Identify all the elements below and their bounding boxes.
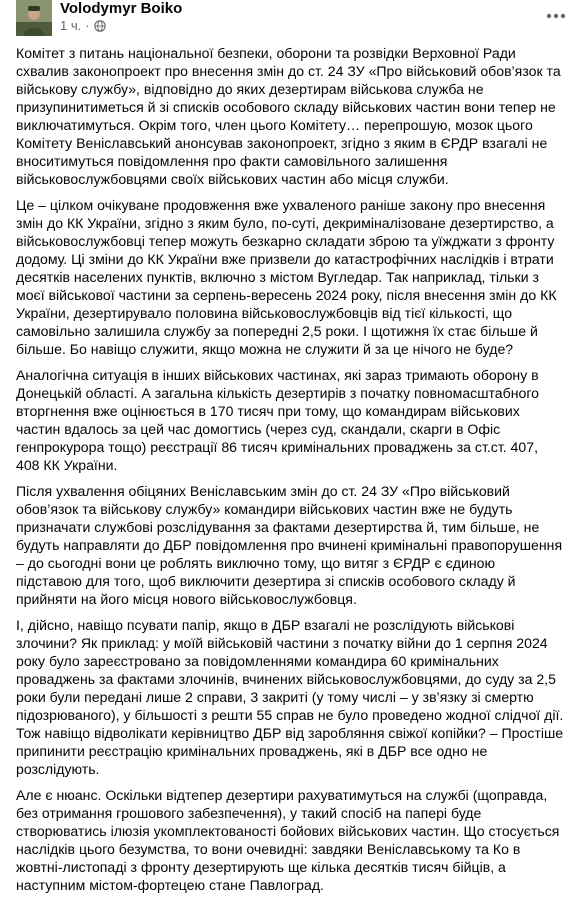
avatar-photo-icon	[16, 0, 52, 36]
post-paragraph-3: Аналогічна ситуація в інших військових частинах, які зараз тримають оборону в Донецькій області. А загальна кількість дезертирів з початку повномасштабного вторгнення вже оцінюється в 170 тисяч при тому, що командирам військових частин вдалось за цей час домогтись (через суд, скандали, скарги в Офіс генпрокурора тощо) реєстрації 86 тисяч кримінальних проваджень за ст.ст. 407, 408 КК України.	[16, 367, 540, 473]
post-meta	[60, 18, 106, 34]
post-paragraph-6: Але є нюанс. Оскільки відтепер дезертири рахуватимуться на службі (щоправда, без отримання грошового забезпечення), у такий спосіб на папері буде створюватись ілюзія укомплектованості бойових військових частин. Що стосується наслідків цього безумства, то вони очевидні: завдяки Веніславському та Ко в жовтні-листопаді з фронту дезертирують ще кілька десятків тисяч бійців, а наступним містом-фортецею стане Павлоград.	[16, 787, 560, 893]
meta-separator: ·	[85, 18, 90, 33]
post-paragraph-2: Це – цілком очікуване продовження вже ухваленого раніше закону про внесення змін до КК України, згідно з яким було, по-суті, декриміналізоване дезертирство, а військовослужбовці тепер можуть безкарно складати зброю та уїжджати з фронту додому. Ці зміни до КК України вже призвели до катастрофічних наслідків і втрати десятків населених пунктів, включно з містом Вугледар. Так наприклад, тільки з моєї військової частини за серпень-вересень 2024 року, після внесення змін до КК України, дезертирувало половина військовослужбовців від тієї кількості, що самовільно залишила службу за попередні 2,5 роки. І щотижня їх стає більше й більше. Бо навіщо служити, якщо можна не служити й за це нічого не буде?	[16, 197, 557, 357]
author-name[interactable]: Volodymyr Boiko	[60, 0, 183, 17]
post-paragraph-5: І, дійсно, навіщо псувати папір, якщо в ДБР взагалі не розслідують військові злочини? Як приклад: у моїй військовій частини з початку війни до 1 серпня 2024 року було зареєстровано за повідомленнями командира 60 кримінальних проваджень за фактами злочинів, вчинених військовослужбовцями, до суду за 2,5 роки були передані лише 2 справи, 3 закриті (у тому числі – у зв’язку зі смертю підозрюваного), у більшості з решти 55 справ не було проведено жодної слідчої дії. Тож навіщо відволікати керівництво ДБР від заробляння свіжої копійки? – Простіше припинити реєстрацію кримінальних проваджень, які в ДБР все одно не розслідують.	[16, 617, 564, 777]
globe-icon[interactable]	[94, 20, 106, 32]
more-options-icon[interactable]	[542, 4, 570, 28]
post-paragraph-1: Комітет з питань національної безпеки, оборони та розвідки Верховної Ради схвалив законопроект про внесення змін до ст. 24 ЗУ «Про військовий обов’язок та військову службу», відповідно до яких дезертирам військова служба не призупинитиметься й зі списків особового складу військових частин вони тепер не виключатимуться. Окрім того, член цього Комітету… перепрошую, мозок цього Комітету Веніславський анонсував законопроект, згідно з яким в ЄРДР взагалі не вноситимуться повідомлення про факти самовільного залишення військовослужбовцями своїх військових частин або місця служби.	[16, 45, 561, 187]
post-time[interactable]: 1 ч.	[60, 18, 82, 33]
post-header	[0, 0, 580, 40]
post-paragraph-4: Після ухвалення обіцяних Веніславським змін до ст. 24 ЗУ «Про військовий обов’язок та військову службу» командири військових частин вже не будуть призначати службові розслідування за фактами дезертирства й, тим більше, не будуть направляти до ДБР повідомлення про вчинені кримінальні правопорушення – до сьогодні вони це роблять виключно тому, що витяг з ЄРДР є єдиною підставою для того, щоб виключити дезертира зі списків особового складу й прийняти на його місця нового військовослужбовця.	[16, 483, 563, 607]
author-avatar[interactable]	[16, 0, 52, 36]
post-body	[16, 44, 564, 902]
